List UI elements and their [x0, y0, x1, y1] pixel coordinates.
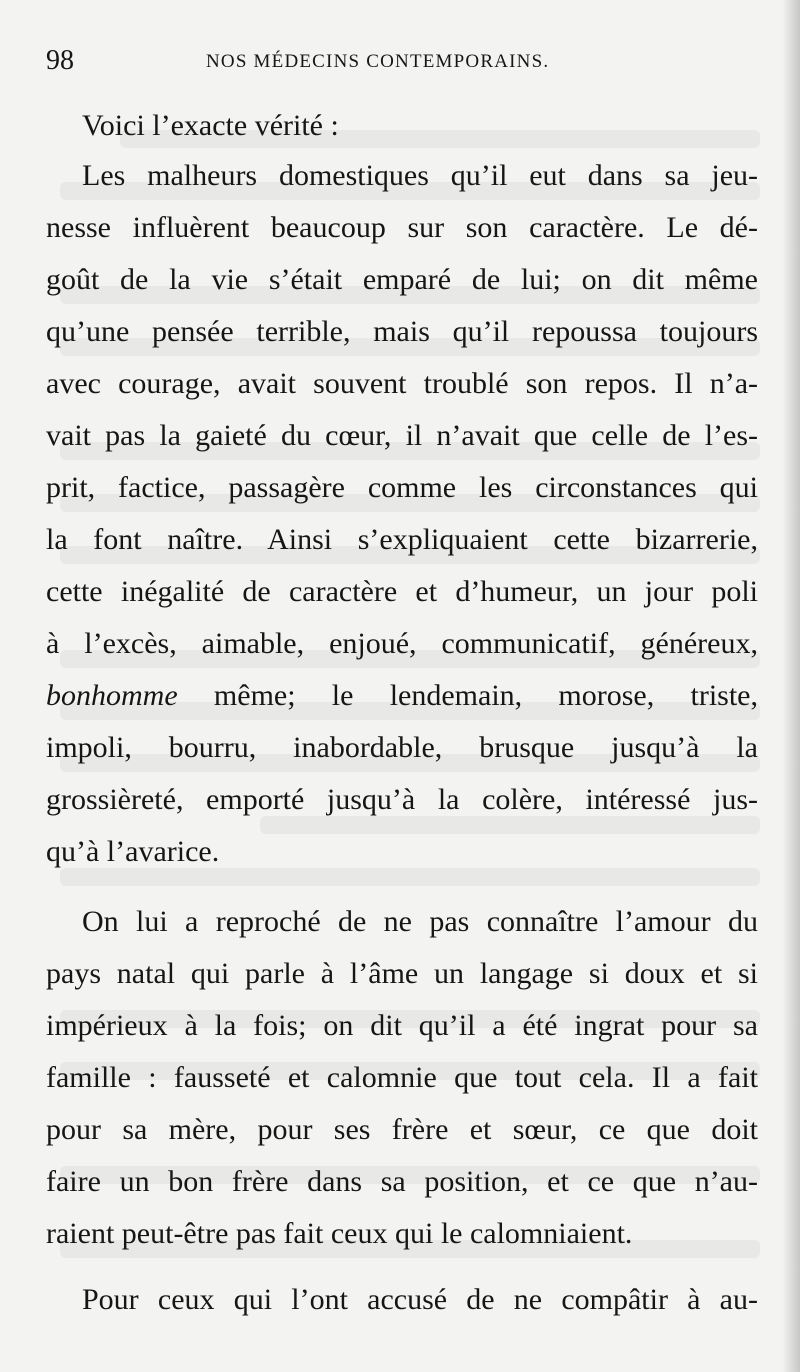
text-line: avec courage, avait souvent troublé son repos. Il n’a- — [46, 367, 758, 400]
running-title: NOS MÉDECINS CONTEMPORAINS. — [206, 51, 550, 72]
italic-word: bonhomme — [46, 679, 178, 712]
page-header — [46, 44, 746, 78]
text-line: grossièreté, emporté jusqu’à la colère, intéressé jus- — [46, 783, 758, 816]
paragraph-reproach — [46, 896, 758, 1260]
text-line-mixed — [46, 670, 758, 722]
text-line: On lui a reproché de ne pas connaître l’amour du — [82, 905, 758, 938]
text-line: cette inégalité de caractère et d’humeur, un jour poli — [46, 575, 758, 608]
paragraph-intro — [46, 100, 758, 152]
text-line: impérieux à la fois; on dit qu’il a été ingrat pour sa — [46, 1009, 758, 1042]
text-line: pays natal qui parle à l’âme un langage si doux et si — [46, 957, 758, 990]
text-line: faire un bon frère dans sa position, et ce que n’au- — [46, 1165, 758, 1198]
paragraph-character — [46, 150, 758, 878]
text-line: Voici l’exacte vérité : — [82, 109, 339, 142]
text-line: nesse influèrent beaucoup sur son caractère. Le dé- — [46, 211, 758, 244]
text-line: qu’une pensée terrible, mais qu’il repoussa toujours — [46, 315, 758, 348]
text-line: pour sa mère, pour ses frère et sœur, ce que doit — [46, 1113, 758, 1146]
text-line: impoli, bourru, inabordable, brusque jusqu’à la — [46, 731, 758, 764]
text-line: vait pas la gaieté du cœur, il n’avait que celle de l’es- — [46, 419, 758, 452]
text-fragment: même; le lendemain, morose, triste, — [177, 679, 758, 712]
scan-edge — [782, 0, 800, 1372]
paragraph-continued — [46, 1274, 758, 1326]
text-line: Les malheurs domestiques qu’il eut dans sa jeu- — [82, 159, 758, 192]
text-line: la font naître. Ainsi s’expliquaient cette bizarrerie, — [46, 523, 758, 556]
text-line: à l’excès, aimable, enjoué, communicatif, généreux, — [46, 627, 758, 660]
text-line: qu’à l’avarice. — [46, 835, 220, 868]
text-line: raient peut-être pas fait ceux qui le calomniaient. — [46, 1217, 633, 1250]
text-line: prit, factice, passagère comme les circonstances qui — [46, 471, 758, 504]
text-line: goût de la vie s’était emparé de lui; on dit même — [46, 263, 758, 296]
text-line: Pour ceux qui l’ont accusé de ne compâtir à au- — [82, 1283, 758, 1316]
page-number: 98 — [46, 45, 74, 76]
text-line: famille : fausseté et calomnie que tout cela. Il a fait — [46, 1061, 758, 1094]
